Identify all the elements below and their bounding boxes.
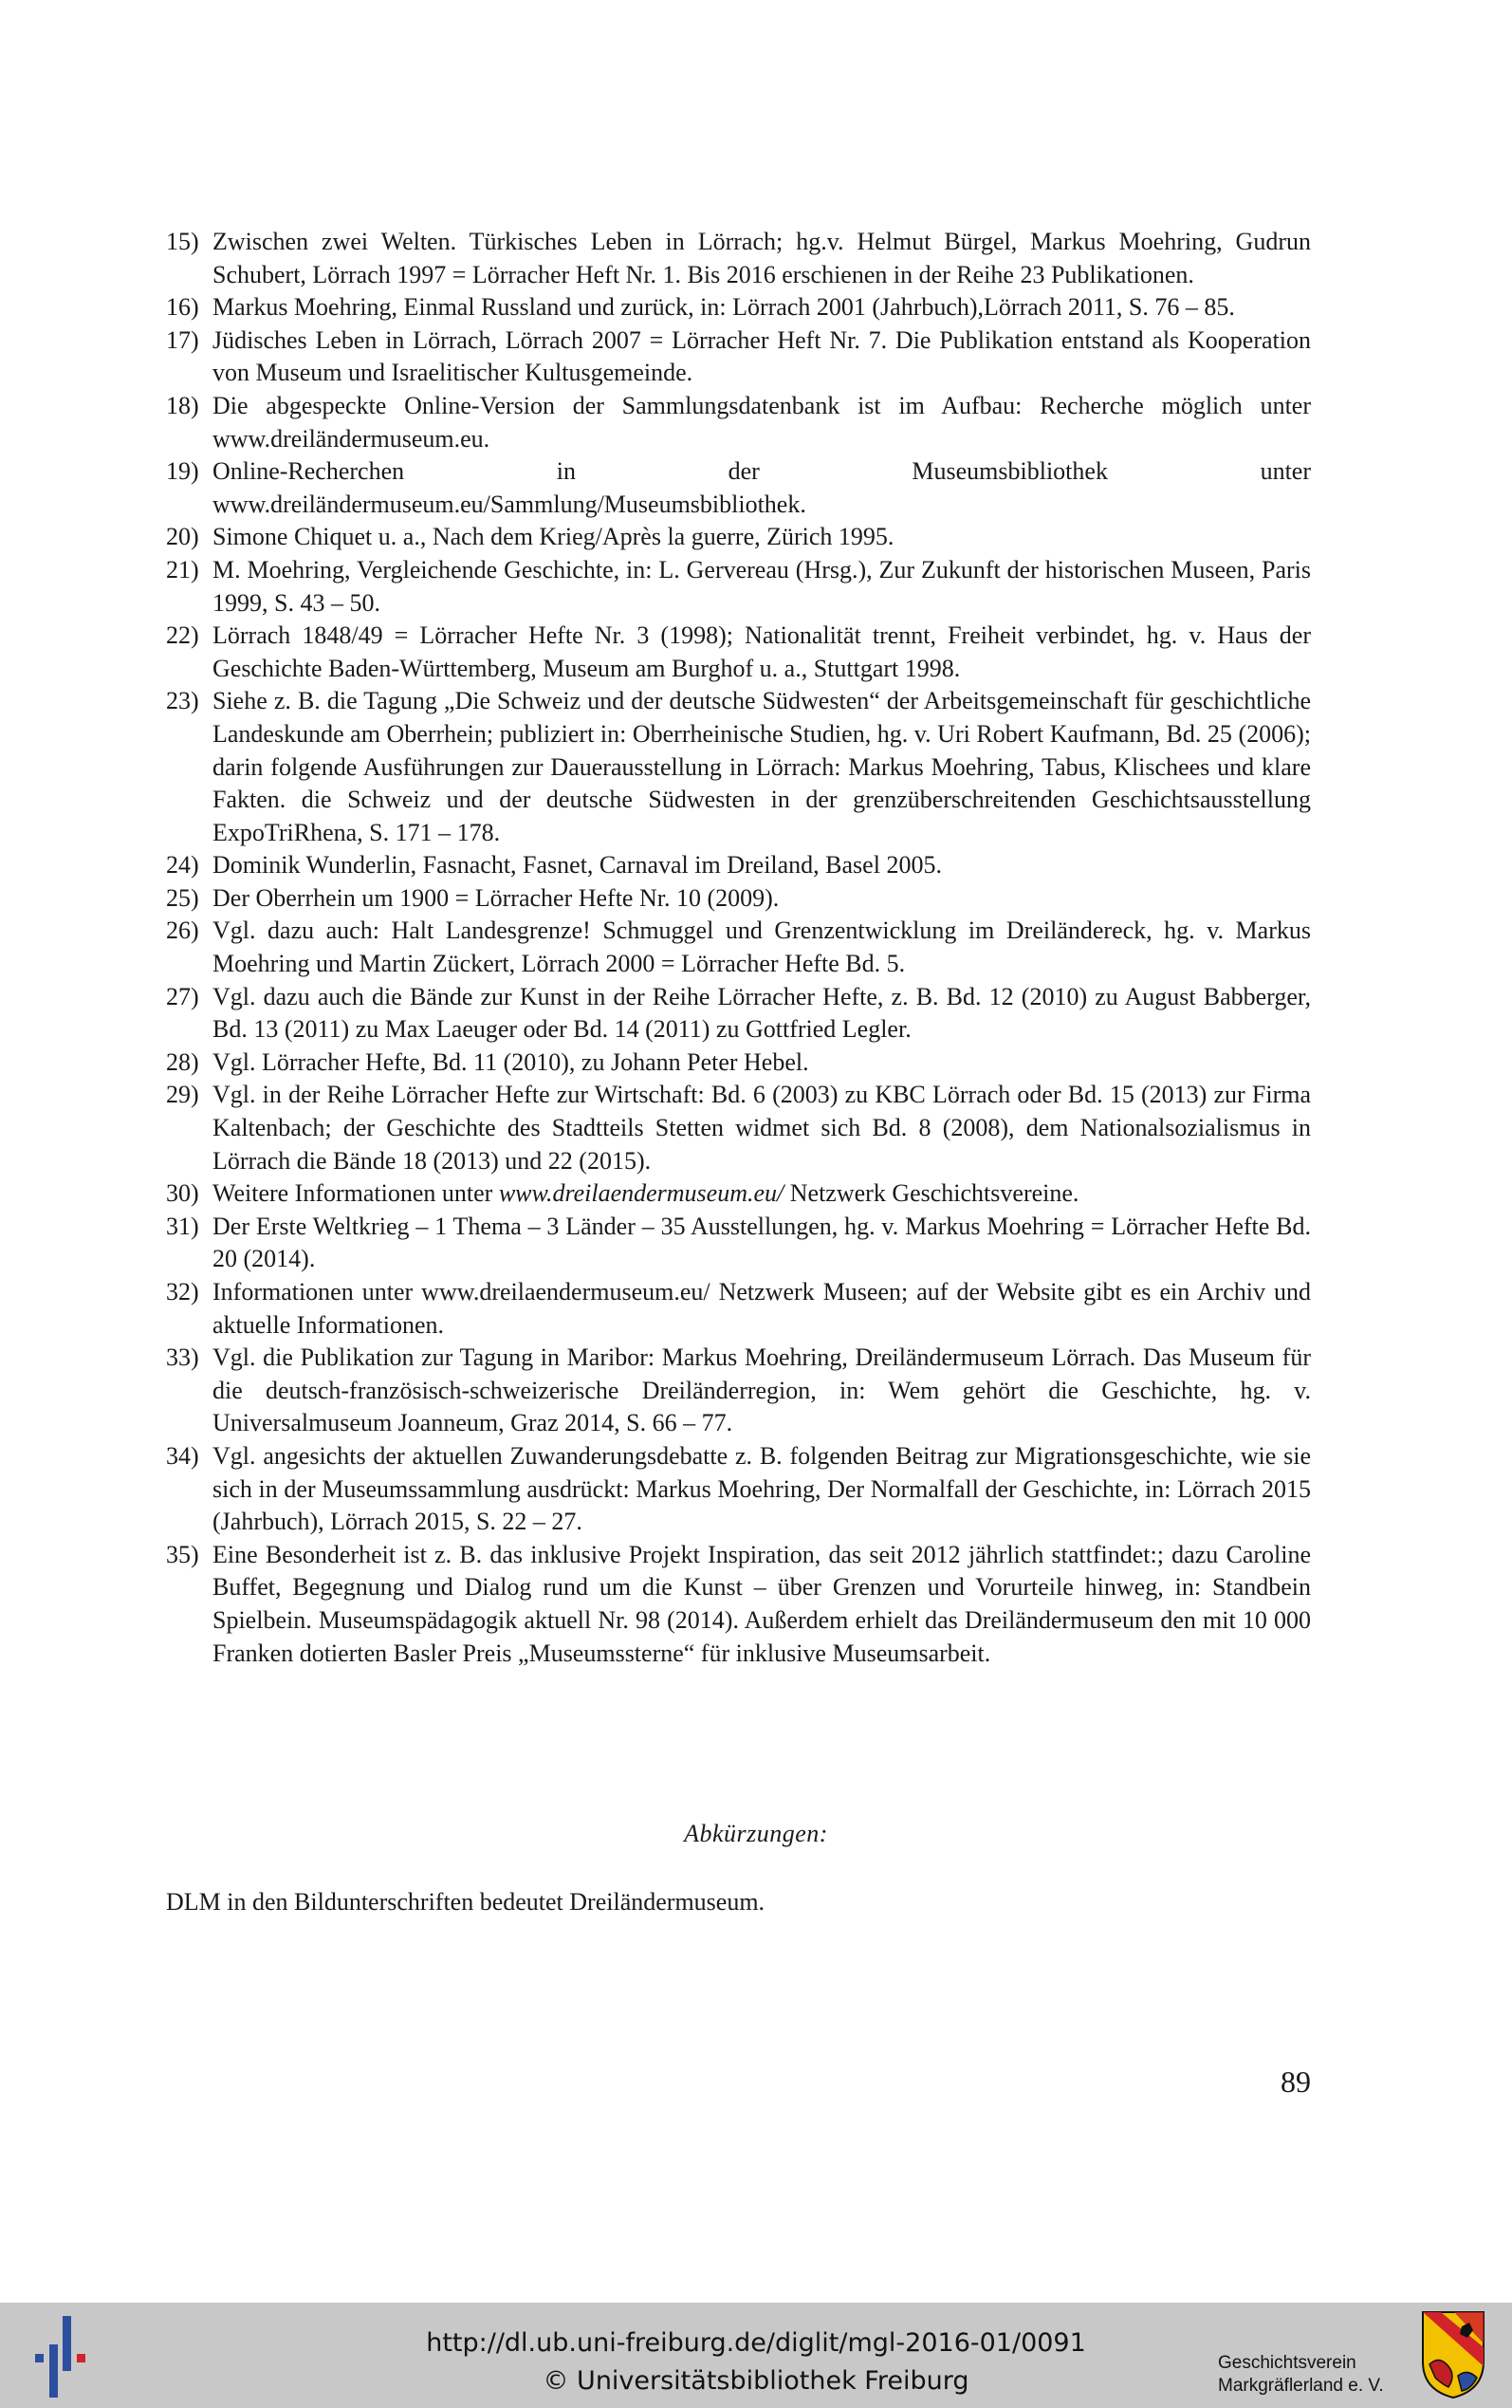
endnote-number: 31): [166, 1212, 199, 1240]
endnote-item: [166, 291, 1311, 324]
endnote-link-text: www.dreilaendermuseum.eu/: [498, 1179, 784, 1208]
endnote-text: Lörrach 1848/49 = Lörracher Hefte Nr. 3 (1998); Nationalität trennt, Freiheit verbindet, hg. v. Haus der Geschichte Baden-Württemberg, Museum am Burghof u. a., Stuttgart 1998.: [212, 621, 1311, 682]
endnote-item: [166, 324, 1311, 390]
endnote-text: Vgl. dazu auch: Halt Landesgrenze! Schmuggel und Grenzentwicklung im Dreiländereck, hg. v. Markus Moehring und Martin Zückert, Lörrach 2000 = Lörracher Hefte Bd. 5.: [212, 917, 1311, 978]
endnote-item: [166, 390, 1311, 455]
endnote-number: 23): [166, 687, 199, 715]
endnote-text: Markus Moehring, Einmal Russland und zurück, in: Lörrach 2001 (Jahrbuch),Lörrach 2011, S. 76 – 85.: [212, 293, 1235, 322]
endnote-number: 20): [166, 523, 199, 551]
abbreviations-text: DLM in den Bildunterschriften bedeutet Dreiländermuseum.: [166, 1888, 765, 1916]
endnote-text: Zwischen zwei Welten. Türkisches Leben in Lörrach; hg.v. Helmut Bürgel, Markus Moehring, Gudrun Schubert, Lörrach 1997 = Lörracher Heft Nr. 1. Bis 2016 erschienen in der Reihe 23 Publikationen.: [212, 228, 1311, 288]
footer-copyright: © Universitätsbibliothek Freiburg: [543, 2366, 969, 2396]
endnote-number: 25): [166, 883, 199, 912]
endnote-item: [166, 521, 1311, 554]
endnote-text: Vgl. dazu auch die Bände zur Kunst in der Reihe Lörracher Hefte, z. B. Bd. 12 (2010) zu August Babberger, Bd. 13 (2011) zu Max Laeuger oder Bd. 14 (2011) zu Gottfried Legler.: [212, 982, 1311, 1044]
endnote-number: 32): [166, 1278, 199, 1306]
endnote-number: 30): [166, 1179, 199, 1208]
endnote-text: Jüdisches Leben in Lörrach, Lörrach 2007 = Lörracher Heft Nr. 7. Die Publikation entstand als Kooperation von Museum und Israelitischer Kultusgemeinde.: [212, 325, 1311, 387]
endnote-text: Siehe z. B. die Tagung „Die Schweiz und der deutsche Südwesten“ der Arbeitsgemeinschaft für geschichtliche Landeskunde am Oberrhein; publiziert in: Oberrheinische Studien, hg. v. Uri Robert Kaufmann, Bd. 25 (2006); darin folgende Ausführungen zur Dauerausstellung in Lörrach: Markus Moehring, Tabus, Klischees und klare Fakten. die Schweiz und der deutsche Südwesten in der grenzüberschreitenden Geschichtsausstellung ExpoTriRhena, S. 171 – 178.: [212, 687, 1311, 846]
endnote-item: [166, 1177, 1311, 1211]
endnote-item: [166, 882, 1311, 916]
endnote-number: 15): [166, 228, 199, 255]
endnote-number: 16): [166, 293, 199, 322]
endnote-number: 19): [166, 457, 199, 486]
endnote-item: [166, 455, 1311, 521]
endnote-text: Simone Chiquet u. a., Nach dem Krieg/Après la guerre, Zürich 1995.: [212, 523, 894, 551]
endnote-number: 26): [166, 917, 199, 945]
endnote-item: [166, 981, 1311, 1047]
endnote-text: Eine Besonderheit ist z. B. das inklusive Projekt Inspiration, das seit 2012 jährlich stattfindet:; dazu Caroline Buffet, Begegnung und Dialog rund um die Kunst – über Grenzen und Vorurteile hinweg, in: Standbein Spielbein. Museumspädagogik aktuell Nr. 98 (2014). Außerdem erhielt das Dreiländermuseum den mit 10 000 Franken dotierten Basler Preis „Museumssterne“ für inklusive Museumsarbeit.: [212, 1540, 1311, 1667]
endnote-number: 34): [166, 1441, 199, 1470]
endnote-item: [166, 1047, 1311, 1080]
endnote-text: Dominik Wunderlin, Fasnacht, Fasnet, Carnaval im Dreiland, Basel 2005.: [212, 851, 942, 880]
endnote-text: Vgl. Lörracher Hefte, Bd. 11 (2010), zu Johann Peter Hebel.: [212, 1047, 809, 1076]
endnote-text: Der Oberrhein um 1900 = Lörracher Hefte Nr. 10 (2009).: [212, 883, 780, 912]
endnote-number: 33): [166, 1343, 199, 1372]
coat-of-arms-icon: [1420, 2309, 1486, 2400]
endnote-item: [166, 620, 1311, 685]
society-name-line2: Markgräflerland e. V.: [1218, 2376, 1384, 2396]
footer-url-link[interactable]: http://dl.ub.uni-freiburg.de/diglit/mgl-2016-01/0091: [426, 2328, 1086, 2358]
endnote-text: Vgl. die Publikation zur Tagung in Maribor: Markus Moehring, Dreiländermuseum Lörrach. Das Museum für die deutsch-französisch-schweizerische Dreiländerregion, in: Wem gehört die Geschichte, hg. v. Universalmuseum Joanneum, Graz 2014, S. 66 – 77.: [212, 1343, 1311, 1437]
endnote-number: 28): [166, 1047, 199, 1076]
society-name-line1: Geschichtsverein: [1218, 2353, 1356, 2373]
page-number: 89: [1281, 2065, 1311, 2099]
endnote-text: Der Erste Weltkrieg – 1 Thema – 3 Länder – 35 Ausstellungen, hg. v. Markus Moehring = Lörracher Hefte Bd. 20 (2014).: [212, 1212, 1311, 1273]
endnote-number: 35): [166, 1540, 199, 1568]
endnote-text: Die abgespeckte Online-Version der Sammlungsdatenbank ist im Aufbau: Recherche möglich unter www.dreiländermuseum.eu.: [212, 391, 1311, 453]
endnote-number: 22): [166, 621, 199, 650]
abbreviations-heading: Abkürzungen:: [684, 1820, 828, 1847]
endnote-item: [166, 226, 1311, 291]
society-name: [1218, 2352, 1384, 2398]
endnote-text-after: Netzwerk Geschichtsvereine.: [784, 1179, 1079, 1208]
endnote-number: 17): [166, 325, 199, 354]
endnote-text: Vgl. in der Reihe Lörracher Hefte zur Wirtschaft: Bd. 6 (2003) zu KBC Lörrach oder Bd. 15 (2013) zur Firma Kaltenbach; der Geschichte des Stadtteils Stetten widmet sich Bd. 8 (2008), dem Nationalsozialismus in Lörrach die Bände 18 (2013) und 22 (2015).: [212, 1081, 1311, 1175]
endnote-text-before: Weitere Informationen unter: [212, 1179, 499, 1208]
endnote-text: Vgl. angesichts der aktuellen Zuwanderungsdebatte z. B. folgenden Beitrag zur Migrationsgeschichte, wie sie sich in der Museumssammlung ausdrückt: Markus Moehring, Der Normalfall der Geschichte, in: Lörrach 2015 (Jahrbuch), Lörrach 2015, S. 22 – 27.: [212, 1441, 1311, 1536]
endnote-number: 24): [166, 851, 199, 880]
endnote-number: 29): [166, 1081, 199, 1109]
endnote-text: Informationen unter www.dreilaendermuseum.eu/ Netzwerk Museen; auf der Website gibt es ein Archiv und aktuelle Informationen.: [212, 1278, 1311, 1339]
endnote-item: [166, 1440, 1311, 1539]
endnote-number: 18): [166, 391, 199, 419]
endnote-item: [166, 1276, 1311, 1342]
endnote-item: [166, 1211, 1311, 1276]
endnote-text: Online-Recherchen in der Museumsbibliothek unter www.dreiländermuseum.eu/Sammlung/Museumsbibliothek.: [212, 457, 1311, 518]
endnote-text: [212, 1177, 1311, 1211]
endnotes-list: [166, 226, 1311, 1670]
endnote-item: [166, 1342, 1311, 1440]
endnote-text: M. Moehring, Vergleichende Geschichte, in: L. Gervereau (Hrsg.), Zur Zukunft der historischen Museen, Paris 1999, S. 43 – 50.: [212, 555, 1311, 617]
endnote-item: [166, 1079, 1311, 1177]
endnote-item: [166, 554, 1311, 620]
endnote-item: [166, 1539, 1311, 1670]
endnote-number: 27): [166, 982, 199, 1010]
endnote-item: [166, 685, 1311, 849]
endnote-item: [166, 915, 1311, 980]
endnote-number: 21): [166, 555, 199, 583]
endnote-item: [166, 849, 1311, 882]
